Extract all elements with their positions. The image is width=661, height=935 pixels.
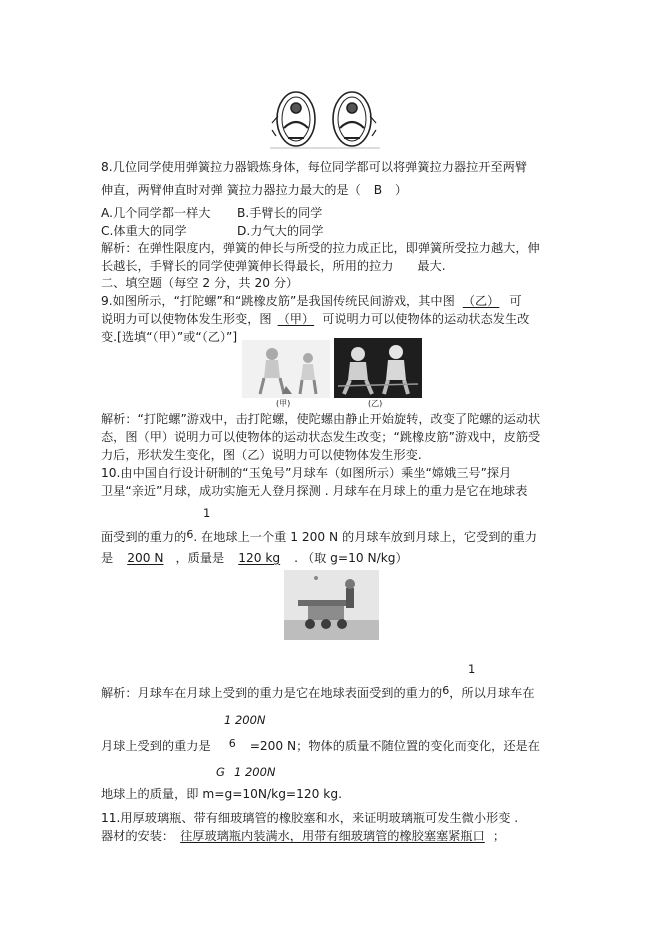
q8-stem-line-2 bbox=[101, 182, 407, 199]
fig-label-yi: (乙) bbox=[368, 399, 383, 408]
q11-install-line bbox=[101, 828, 505, 845]
q10-stem-line-2: 卫星“亲近”月球，成功实施无人登月探测 . 月球车在月球上的重力是它在地球表 bbox=[101, 484, 528, 498]
q10-analysis-text-4: =200 N；物体的质量不随位置的变化而变化，还是在 bbox=[249, 739, 540, 753]
q8-option-b: B.手臂长的同学 bbox=[237, 206, 323, 220]
q9-stem-text-4: 可说明力可以使物体的运动状态发生改 bbox=[322, 312, 530, 326]
q11-install-answer: 往厚玻璃瓶内装满水，用带有细玻璃管的橡胶塞塞紧瓶口 bbox=[180, 829, 485, 843]
q10-analysis-2-denominator: 6 bbox=[228, 737, 236, 750]
q8-option-d: D.力气大的同学 bbox=[237, 224, 324, 238]
q8-stem-text: 伸直，两臂伸直时对弹 簧拉力器拉力最大的是（ bbox=[101, 183, 361, 197]
section-title-fill-in: 二、填空题（每空 2 分，共 20 分） bbox=[101, 276, 299, 290]
q8-analysis-end: 最大. bbox=[417, 259, 446, 273]
q10-analysis-text-2: ，所以月球车在 bbox=[449, 686, 535, 700]
q10-stem-text-4: ，质量是 bbox=[175, 551, 225, 565]
q9-stem-text: 9.如图所示，“打陀螺”和“跳橡皮筋”是我国传统民间游戏，其中图 bbox=[101, 294, 455, 308]
lunar-rover-photo bbox=[284, 570, 379, 640]
q9-stem-text-3: 说明力可以使物体发生形变，图 bbox=[101, 312, 272, 326]
q10-analysis-3-numerator-value: 1 200N bbox=[234, 765, 276, 779]
q10-stem-line-3 bbox=[101, 526, 537, 546]
spinning-top-photo bbox=[242, 340, 330, 398]
q9-answer-2: （甲） bbox=[277, 312, 315, 326]
q10-analysis-line-3: 地球上的质量，即 m=g=10N/kg=120 kg. bbox=[101, 787, 342, 801]
q9-stem-line-1 bbox=[101, 293, 522, 310]
q9-analysis-line-3: 力后，形状发生变化，图（乙）说明力可以使物体发生形变. bbox=[101, 448, 422, 462]
q8-option-c: C.体重大的同学 bbox=[101, 224, 187, 238]
q8-analysis-text: 长越长，手臂长的同学使弹簧伸长得最长，所用的拉力 bbox=[101, 259, 394, 273]
q9-analysis-line-1: 解析：“打陀螺”游戏中，击打陀螺，使陀螺由静止开始旋转，改变了陀螺的运动状 bbox=[101, 412, 541, 426]
q11-install-label: 器材的安装： bbox=[101, 829, 175, 843]
q10-analysis-3-numerator-g: G bbox=[216, 765, 225, 779]
q10-analysis-fraction-denominator: 6 bbox=[442, 684, 450, 697]
q10-analysis-line-2 bbox=[101, 735, 540, 755]
q10-stem-text-3: 是 bbox=[101, 551, 114, 565]
q11-install-end: ； bbox=[492, 829, 505, 843]
q10-answer-1: 200 N bbox=[127, 551, 164, 565]
q9-stem-line-3: 变.[选填“（甲）”或“（乙）”] bbox=[101, 330, 238, 344]
q10-stem-text-2: . 在地球上一个重 1 200 N 的月球车放到月球上，它受到的重力 bbox=[193, 530, 538, 544]
spring-expander-figure bbox=[268, 88, 383, 150]
q8-stem-line-1: 8.几位同学使用弹簧拉力器锻炼身体，每位同学都可以将弹簧拉力器拉开至两臂 bbox=[101, 160, 528, 174]
q10-analysis-text-3: 月球上受到的重力是 bbox=[101, 739, 211, 753]
q10-analysis-fraction-numerator: 1 bbox=[468, 662, 476, 676]
q10-fraction-numerator: 1 bbox=[203, 506, 211, 520]
q8-analysis-line-2 bbox=[101, 258, 446, 275]
q10-stem-text: 面受到的重力的 bbox=[101, 530, 187, 544]
q10-answer-2: 120 kg bbox=[238, 551, 281, 565]
q8-options-row-1 bbox=[101, 205, 322, 222]
q10-stem-line-4 bbox=[101, 550, 408, 567]
q8-answer: B bbox=[373, 183, 383, 197]
q10-analysis-line-1 bbox=[101, 682, 535, 702]
q10-analysis-2-numerator: 1 200N bbox=[224, 713, 266, 727]
q9-stem-text-2: 可 bbox=[509, 294, 522, 308]
q8-option-a: A.几个同学都一样大 bbox=[101, 206, 211, 220]
rubber-band-photo bbox=[334, 338, 422, 398]
q10-stem-text-5: . （取 g=10 N/kg） bbox=[294, 551, 408, 565]
q11-stem: 11.用厚玻璃瓶、带有细玻璃管的橡胶塞和水，来证明玻璃瓶可发生微小形变 . bbox=[101, 811, 519, 825]
q8-options-row-2 bbox=[101, 223, 323, 240]
q9-figure bbox=[242, 338, 422, 410]
q10-fraction-denominator: 6 bbox=[186, 528, 194, 541]
q8-analysis-line-1: 解析：在弹性限度内，弹簧的伸长与所受的拉力成正比，即弹簧所受拉力越大，伸 bbox=[101, 241, 540, 255]
q8-stem-end: ） bbox=[394, 183, 408, 197]
q9-stem-line-2 bbox=[101, 311, 529, 328]
q10-analysis-text: 解析：月球车在月球上受到的重力是它在地球表面受到的重力的 bbox=[101, 686, 443, 700]
q10-stem-line-1: 10.由中国自行设计研制的“玉兔号”月球车（如图所示）乘坐“嫦娥三号”探月 bbox=[101, 466, 512, 480]
q9-analysis-line-2: 态，图（甲）说明力可以使物体的运动状态发生改变；“跳橡皮筋”游戏中，皮筋受 bbox=[101, 430, 541, 444]
fig-label-jia: (甲) bbox=[276, 399, 291, 408]
q9-answer-1: （乙） bbox=[462, 294, 500, 308]
